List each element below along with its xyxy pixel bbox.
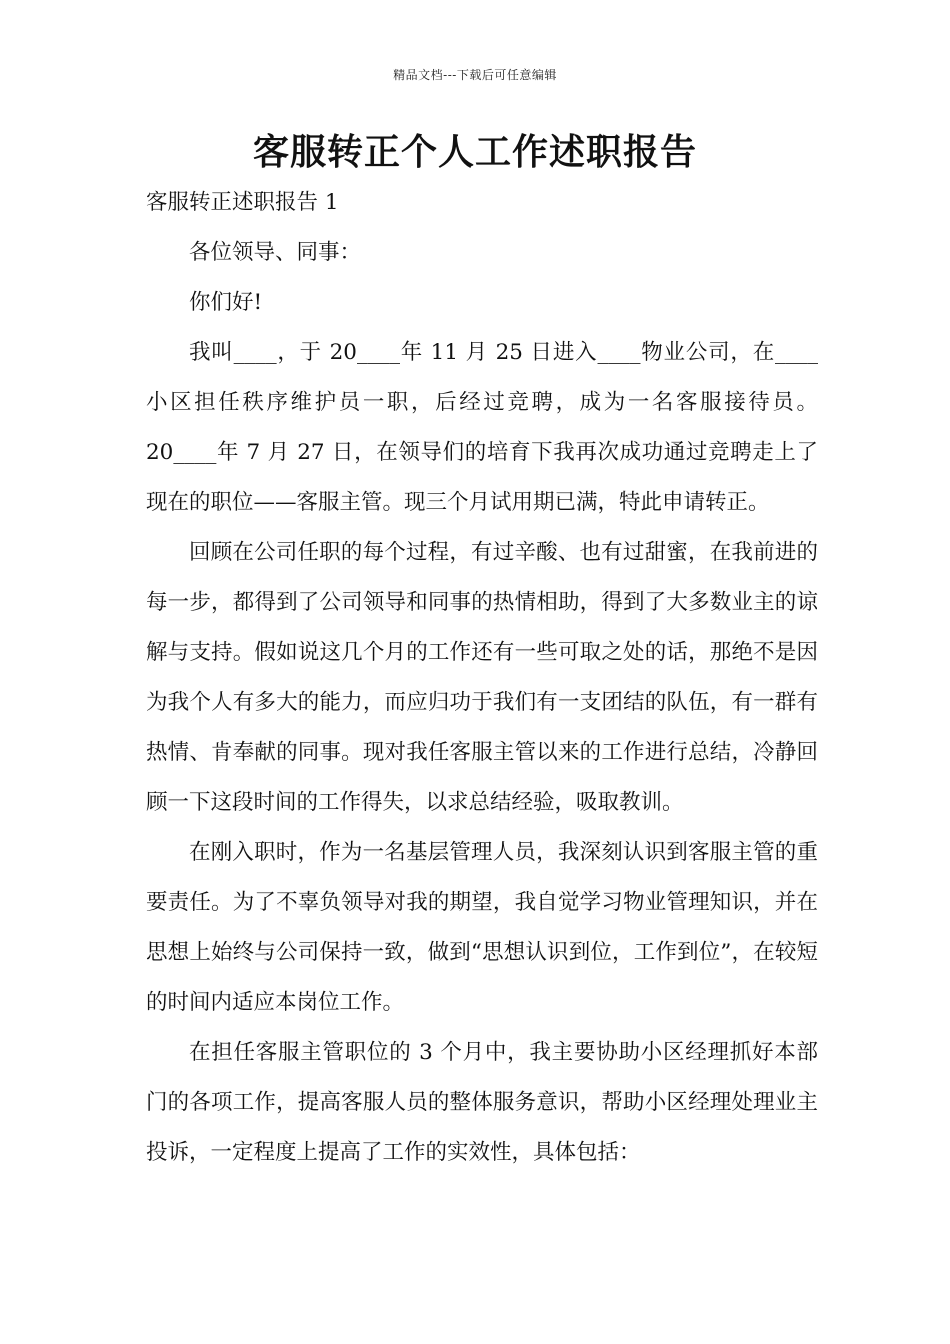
document-title: 客服转正个人工作述职报告	[252, 131, 697, 173]
body-paragraph: 我叫____，于 20____年 11 月 25 日进入____物业公司，在____小区担任秩序维护员一职，后经过竞聘，成为一名客服接待员。20____年 7 月 27 日，在领导们的培育下我再次成功通过竞聘走上了现在的职位——客服主管。现三个月试用期已满，特此申请转正。	[146, 340, 818, 515]
section-subtitle: 客服转正述职报告 1	[146, 190, 339, 215]
body-paragraph: 在刚入职时，作为一名基层管理人员，我深刻认识到客服主管的重要责任。为了不辜负领导对我的期望，我自觉学习物业管理知识，并在思想上始终与公司保持一致，做到“思想认识到位，工作到位”，在较短的时间内适应本岗位工作。	[146, 840, 818, 1015]
body-paragraph: 回顾在公司任职的每个过程，有过辛酸、也有过甜蜜，在我前进的每一步，都得到了公司领导和同事的热情相助，得到了大多数业主的谅解与支持。假如说这几个月的工作还有一些可取之处的话，那绝不是因为我个人有多大的能力，而应归功于我们有一支团结的队伍，有一群有热情、肯奉献的同事。现对我任客服主管以来的工作进行总结，冷静回顾一下这段时间的工作得失，以求总结经验，吸取教训。	[146, 540, 818, 815]
salutation-paragraph: 各位领导、同事：	[189, 240, 362, 265]
document-body	[146, 178, 818, 1178]
body-paragraph: 在担任客服主管职位的 3 个月中，我主要协助小区经理抓好本部门的各项工作，提高客服人员的整体服务意识，帮助小区经理处理业主投诉，一定程度上提高了工作的实效性，具体包括：	[146, 1040, 818, 1165]
header-note: 精品文档---下载后可任意编辑	[393, 68, 557, 82]
greeting-paragraph: 你们好!	[189, 290, 263, 315]
